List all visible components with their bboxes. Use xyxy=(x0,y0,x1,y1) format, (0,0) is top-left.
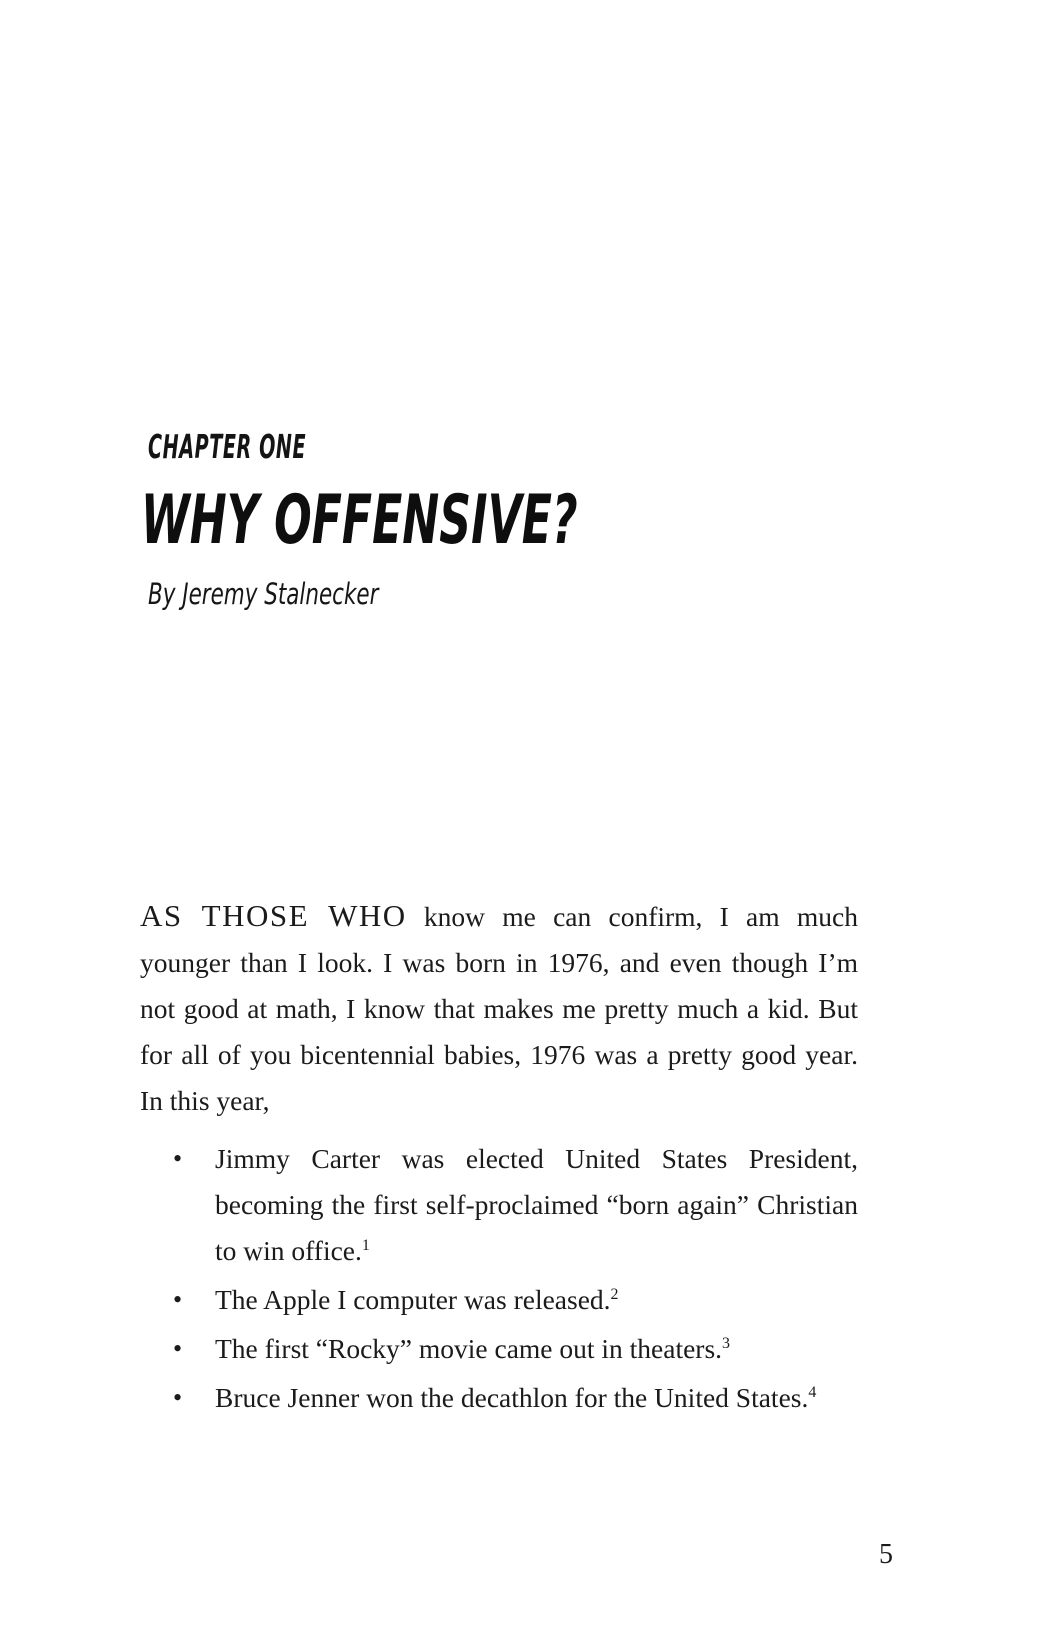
bullet-icon: • xyxy=(173,1334,183,1363)
list-item-text: Jimmy Carter was elected United States President, becoming the first self-proclaimed “born again” Christian to win office. xyxy=(215,1143,858,1266)
list-item xyxy=(140,1277,858,1323)
bullet-icon: • xyxy=(173,1383,183,1412)
footnote-reference: 3 xyxy=(722,1334,731,1352)
byline: By Jeremy Stalnecker xyxy=(148,577,379,611)
list-item xyxy=(140,1326,858,1372)
list-item xyxy=(140,1375,858,1421)
paragraph-text: know me can confirm, I am much younger than I look. I was born in 1976, and even though I’m not good at math, I know that makes me pretty much a kid. But for all of you bicentennial babies, 1976 was a pretty good year. In this year, xyxy=(140,901,858,1116)
list-item xyxy=(140,1136,858,1274)
chapter-title: WHY OFFENSIVE? xyxy=(141,481,578,560)
footnote-reference: 2 xyxy=(610,1285,619,1303)
facts-list xyxy=(140,1136,858,1424)
footnote-reference: 4 xyxy=(808,1383,817,1401)
bullet-icon: • xyxy=(173,1144,183,1173)
page-number: 5 xyxy=(879,1539,893,1570)
footnote-reference: 1 xyxy=(361,1236,370,1254)
list-item-text: The Apple I computer was released. xyxy=(215,1284,611,1315)
bullet-icon: • xyxy=(173,1285,183,1314)
list-item-text: The first “Rocky” movie came out in theaters. xyxy=(215,1333,723,1364)
chapter-label: CHAPTER ONE xyxy=(148,427,307,466)
list-item-text: Bruce Jenner won the decathlon for the United States. xyxy=(215,1382,809,1413)
paragraph-lead-in: AS THOSE WHO xyxy=(140,898,407,933)
opening-paragraph xyxy=(140,893,858,1124)
